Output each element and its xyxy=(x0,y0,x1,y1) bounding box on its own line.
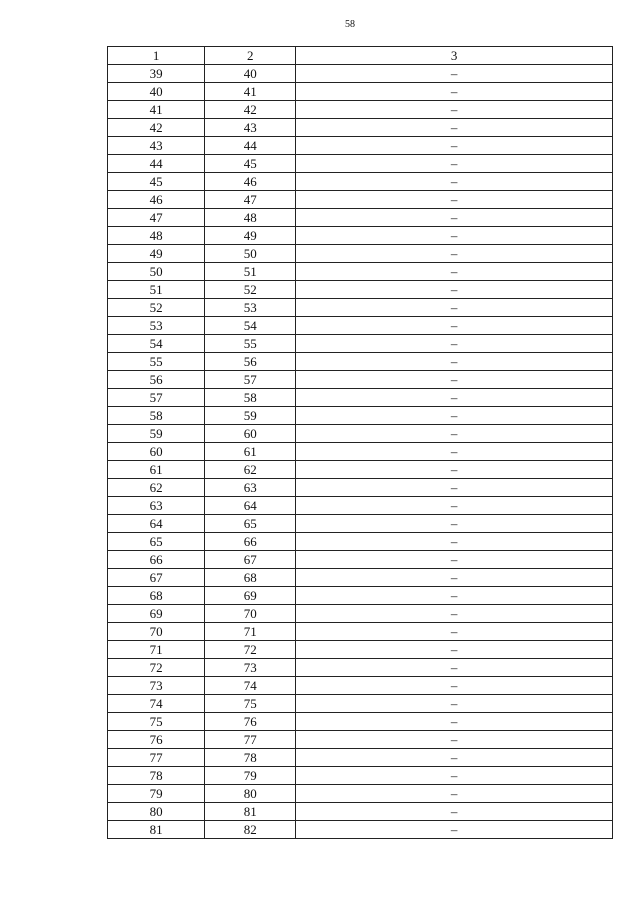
table-cell-col-2: 50 xyxy=(205,245,296,263)
table-cell-col-3: – xyxy=(296,425,613,443)
table-cell-col-1: 63 xyxy=(108,497,205,515)
data-table xyxy=(107,46,613,839)
table-cell-col-3: – xyxy=(296,497,613,515)
table-row xyxy=(108,137,613,155)
table-cell-col-2: 60 xyxy=(205,425,296,443)
table-cell-col-2: 48 xyxy=(205,209,296,227)
table-row xyxy=(108,389,613,407)
table-cell-col-1: 54 xyxy=(108,335,205,353)
table-cell-col-2: 56 xyxy=(205,353,296,371)
table-cell-col-3: – xyxy=(296,101,613,119)
table-cell-col-3: – xyxy=(296,137,613,155)
table-cell-col-3: – xyxy=(296,803,613,821)
table-cell-col-1: 62 xyxy=(108,479,205,497)
table-cell-col-1: 43 xyxy=(108,137,205,155)
table-cell-col-2: 78 xyxy=(205,749,296,767)
table-row xyxy=(108,659,613,677)
table-cell-col-1: 66 xyxy=(108,551,205,569)
table-cell-col-3: – xyxy=(296,569,613,587)
table-cell-col-2: 61 xyxy=(205,443,296,461)
table-cell-col-1: 80 xyxy=(108,803,205,821)
table-cell-col-3: – xyxy=(296,659,613,677)
table-cell-col-2: 69 xyxy=(205,587,296,605)
table-row xyxy=(108,551,613,569)
table-row xyxy=(108,695,613,713)
table-cell-col-1: 40 xyxy=(108,83,205,101)
table-cell-col-3: – xyxy=(296,623,613,641)
header-cell-2: 2 xyxy=(205,47,296,65)
table-cell-col-1: 46 xyxy=(108,191,205,209)
table-cell-col-1: 65 xyxy=(108,533,205,551)
table-cell-col-1: 58 xyxy=(108,407,205,425)
table-cell-col-2: 70 xyxy=(205,605,296,623)
table-cell-col-2: 63 xyxy=(205,479,296,497)
table-cell-col-1: 61 xyxy=(108,461,205,479)
table-cell-col-2: 71 xyxy=(205,623,296,641)
table-cell-col-3: – xyxy=(296,407,613,425)
table-row xyxy=(108,587,613,605)
table-cell-col-2: 81 xyxy=(205,803,296,821)
table-cell-col-3: – xyxy=(296,641,613,659)
table-cell-col-3: – xyxy=(296,731,613,749)
table-cell-col-2: 44 xyxy=(205,137,296,155)
table-cell-col-3: – xyxy=(296,587,613,605)
table-cell-col-2: 79 xyxy=(205,767,296,785)
table-cell-col-2: 53 xyxy=(205,299,296,317)
table-cell-col-3: – xyxy=(296,119,613,137)
table-cell-col-1: 41 xyxy=(108,101,205,119)
table-row xyxy=(108,263,613,281)
table-cell-col-1: 60 xyxy=(108,443,205,461)
table-row xyxy=(108,83,613,101)
table-cell-col-3: – xyxy=(296,263,613,281)
table-row xyxy=(108,173,613,191)
table-row xyxy=(108,479,613,497)
table-row xyxy=(108,227,613,245)
table-row xyxy=(108,677,613,695)
table-body xyxy=(108,65,613,839)
table-cell-col-3: – xyxy=(296,767,613,785)
table-cell-col-3: – xyxy=(296,605,613,623)
table-row xyxy=(108,569,613,587)
table-cell-col-1: 45 xyxy=(108,173,205,191)
table-cell-col-2: 47 xyxy=(205,191,296,209)
table-cell-col-3: – xyxy=(296,389,613,407)
table-cell-col-1: 77 xyxy=(108,749,205,767)
table-cell-col-2: 82 xyxy=(205,821,296,839)
table-cell-col-3: – xyxy=(296,443,613,461)
table-cell-col-3: – xyxy=(296,65,613,83)
table-cell-col-1: 57 xyxy=(108,389,205,407)
table-cell-col-2: 66 xyxy=(205,533,296,551)
table-row xyxy=(108,623,613,641)
table-cell-col-2: 51 xyxy=(205,263,296,281)
table-cell-col-2: 74 xyxy=(205,677,296,695)
table-cell-col-3: – xyxy=(296,281,613,299)
table-cell-col-1: 74 xyxy=(108,695,205,713)
table-cell-col-2: 80 xyxy=(205,785,296,803)
table-cell-col-2: 52 xyxy=(205,281,296,299)
table-cell-col-1: 79 xyxy=(108,785,205,803)
table-cell-col-1: 50 xyxy=(108,263,205,281)
table-cell-col-1: 81 xyxy=(108,821,205,839)
page-number: 58 xyxy=(345,19,355,30)
table-cell-col-1: 52 xyxy=(108,299,205,317)
table-cell-col-2: 59 xyxy=(205,407,296,425)
table-cell-col-3: – xyxy=(296,83,613,101)
table-cell-col-1: 39 xyxy=(108,65,205,83)
table-cell-col-3: – xyxy=(296,371,613,389)
table-row xyxy=(108,749,613,767)
table-cell-col-2: 72 xyxy=(205,641,296,659)
table-cell-col-1: 72 xyxy=(108,659,205,677)
table-cell-col-3: – xyxy=(296,227,613,245)
table-cell-col-2: 49 xyxy=(205,227,296,245)
table-row xyxy=(108,299,613,317)
table-cell-col-1: 59 xyxy=(108,425,205,443)
table-cell-col-3: – xyxy=(296,173,613,191)
table-row xyxy=(108,443,613,461)
table-cell-col-2: 45 xyxy=(205,155,296,173)
table-cell-col-2: 40 xyxy=(205,65,296,83)
table-cell-col-2: 55 xyxy=(205,335,296,353)
table-row xyxy=(108,515,613,533)
table-row xyxy=(108,191,613,209)
table-cell-col-1: 53 xyxy=(108,317,205,335)
table-row xyxy=(108,119,613,137)
table-cell-col-1: 48 xyxy=(108,227,205,245)
table-cell-col-3: – xyxy=(296,155,613,173)
table-row xyxy=(108,371,613,389)
table-row xyxy=(108,281,613,299)
table-cell-col-3: – xyxy=(296,191,613,209)
table-cell-col-1: 67 xyxy=(108,569,205,587)
table-row xyxy=(108,335,613,353)
table-cell-col-1: 47 xyxy=(108,209,205,227)
table-row xyxy=(108,407,613,425)
table-cell-col-1: 73 xyxy=(108,677,205,695)
table-row xyxy=(108,155,613,173)
table-cell-col-3: – xyxy=(296,299,613,317)
table-row xyxy=(108,713,613,731)
table-cell-col-2: 46 xyxy=(205,173,296,191)
table-cell-col-3: – xyxy=(296,353,613,371)
table-cell-col-3: – xyxy=(296,821,613,839)
table-row xyxy=(108,767,613,785)
table-row xyxy=(108,731,613,749)
table-row xyxy=(108,209,613,227)
table-cell-col-1: 55 xyxy=(108,353,205,371)
table-cell-col-2: 73 xyxy=(205,659,296,677)
table-cell-col-3: – xyxy=(296,245,613,263)
table-cell-col-1: 68 xyxy=(108,587,205,605)
table-cell-col-2: 76 xyxy=(205,713,296,731)
table-cell-col-1: 76 xyxy=(108,731,205,749)
table-cell-col-1: 64 xyxy=(108,515,205,533)
table-row xyxy=(108,497,613,515)
table-cell-col-2: 42 xyxy=(205,101,296,119)
table-row xyxy=(108,641,613,659)
table-row xyxy=(108,605,613,623)
table-cell-col-3: – xyxy=(296,209,613,227)
table-cell-col-3: – xyxy=(296,335,613,353)
table-cell-col-2: 58 xyxy=(205,389,296,407)
table-cell-col-3: – xyxy=(296,749,613,767)
table-cell-col-1: 75 xyxy=(108,713,205,731)
table-cell-col-2: 67 xyxy=(205,551,296,569)
table-cell-col-3: – xyxy=(296,461,613,479)
table-row xyxy=(108,65,613,83)
table-cell-col-2: 57 xyxy=(205,371,296,389)
table-cell-col-2: 62 xyxy=(205,461,296,479)
table-cell-col-1: 78 xyxy=(108,767,205,785)
table-cell-col-3: – xyxy=(296,317,613,335)
header-cell-1: 1 xyxy=(108,47,205,65)
table-cell-col-1: 56 xyxy=(108,371,205,389)
table-cell-col-1: 44 xyxy=(108,155,205,173)
table-row xyxy=(108,425,613,443)
table-cell-col-3: – xyxy=(296,551,613,569)
table-cell-col-2: 64 xyxy=(205,497,296,515)
table-cell-col-2: 75 xyxy=(205,695,296,713)
table-cell-col-3: – xyxy=(296,677,613,695)
table-header xyxy=(108,47,613,65)
table-row xyxy=(108,785,613,803)
table-cell-col-1: 49 xyxy=(108,245,205,263)
table-row xyxy=(108,533,613,551)
table-row xyxy=(108,101,613,119)
table-cell-col-2: 68 xyxy=(205,569,296,587)
table-cell-col-2: 54 xyxy=(205,317,296,335)
table-row xyxy=(108,245,613,263)
table-row xyxy=(108,353,613,371)
table-row xyxy=(108,461,613,479)
table-cell-col-1: 70 xyxy=(108,623,205,641)
header-row xyxy=(108,47,613,65)
table-row xyxy=(108,803,613,821)
table-row xyxy=(108,821,613,839)
table-cell-col-3: – xyxy=(296,713,613,731)
table-cell-col-3: – xyxy=(296,479,613,497)
table-cell-col-2: 43 xyxy=(205,119,296,137)
table-cell-col-2: 41 xyxy=(205,83,296,101)
table-cell-col-2: 77 xyxy=(205,731,296,749)
table-cell-col-3: – xyxy=(296,695,613,713)
table-cell-col-2: 65 xyxy=(205,515,296,533)
table-cell-col-1: 69 xyxy=(108,605,205,623)
table-row xyxy=(108,317,613,335)
table-cell-col-1: 71 xyxy=(108,641,205,659)
table-cell-col-1: 51 xyxy=(108,281,205,299)
header-cell-3: 3 xyxy=(296,47,613,65)
table-cell-col-3: – xyxy=(296,533,613,551)
table-cell-col-3: – xyxy=(296,515,613,533)
table-cell-col-1: 42 xyxy=(108,119,205,137)
table-cell-col-3: – xyxy=(296,785,613,803)
